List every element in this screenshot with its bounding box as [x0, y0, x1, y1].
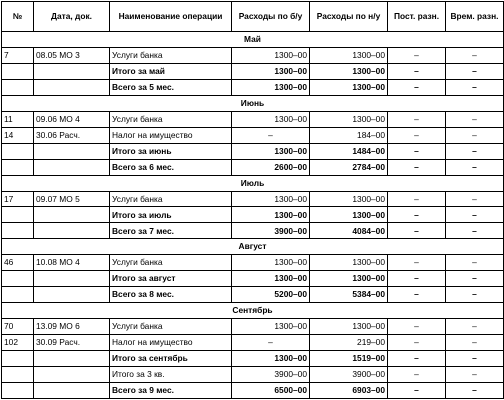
cell-number — [2, 143, 34, 159]
total-row — [2, 143, 504, 159]
cell-operation-name: Всего за 5 мес. — [110, 79, 232, 95]
month-section-row — [2, 32, 504, 48]
cell-date-document — [34, 382, 110, 398]
cell-date-document — [34, 351, 110, 367]
cell-number: 70 — [2, 319, 34, 335]
table-row — [2, 319, 504, 335]
cell-number — [2, 382, 34, 398]
cell-permanent-difference: – — [388, 335, 446, 351]
cell-permanent-difference: – — [388, 143, 446, 159]
cell-tax-expenses: 1300–00 — [310, 191, 388, 207]
cell-number — [2, 79, 34, 95]
cell-temporary-difference: – — [446, 287, 504, 303]
cell-operation-name: Услуги банка — [110, 47, 232, 63]
cell-temporary-difference: – — [446, 159, 504, 175]
cell-number — [2, 271, 34, 287]
total-row — [2, 159, 504, 175]
cell-number: 11 — [2, 111, 34, 127]
cell-number — [2, 159, 34, 175]
cell-number — [2, 351, 34, 367]
cell-permanent-difference: – — [388, 191, 446, 207]
cell-tax-expenses: 1300–00 — [310, 271, 388, 287]
cell-temporary-difference: – — [446, 63, 504, 79]
cell-accounting-expenses: 1300–00 — [232, 255, 310, 271]
cell-temporary-difference: – — [446, 223, 504, 239]
cell-permanent-difference: – — [388, 47, 446, 63]
header-date-document: Дата, док. — [34, 2, 110, 32]
cell-number: 46 — [2, 255, 34, 271]
header-accounting-expenses: Расходы по б/у — [232, 2, 310, 32]
cell-date-document — [34, 159, 110, 175]
cell-accounting-expenses: 1300–00 — [232, 351, 310, 367]
cell-tax-expenses: 4084–00 — [310, 223, 388, 239]
cell-temporary-difference: – — [446, 271, 504, 287]
cell-tax-expenses: 1300–00 — [310, 47, 388, 63]
total-row — [2, 351, 504, 367]
cell-operation-name: Налог на имущество — [110, 127, 232, 143]
month-section-row — [2, 239, 504, 255]
cell-temporary-difference: – — [446, 143, 504, 159]
cell-date-document — [34, 79, 110, 95]
cell-temporary-difference: – — [446, 367, 504, 383]
cell-operation-name: Всего за 9 мес. — [110, 382, 232, 398]
cell-temporary-difference: – — [446, 255, 504, 271]
cell-tax-expenses: 1300–00 — [310, 207, 388, 223]
cell-tax-expenses: 1484–00 — [310, 143, 388, 159]
cell-date-document — [34, 367, 110, 383]
total-row — [2, 223, 504, 239]
total-row — [2, 63, 504, 79]
cell-permanent-difference: – — [388, 287, 446, 303]
table-row — [2, 191, 504, 207]
cell-permanent-difference: – — [388, 223, 446, 239]
cell-accounting-expenses: – — [232, 335, 310, 351]
cell-operation-name: Итого за июль — [110, 207, 232, 223]
cell-temporary-difference: – — [446, 111, 504, 127]
total-row — [2, 271, 504, 287]
table-row — [2, 367, 504, 383]
cell-accounting-expenses: 2600–00 — [232, 159, 310, 175]
cell-accounting-expenses: 3900–00 — [232, 223, 310, 239]
cell-tax-expenses: 3900–00 — [310, 367, 388, 383]
cell-number: 14 — [2, 127, 34, 143]
cell-permanent-difference: – — [388, 382, 446, 398]
cell-temporary-difference: – — [446, 127, 504, 143]
cell-operation-name: Услуги банка — [110, 191, 232, 207]
cell-tax-expenses: 5384–00 — [310, 287, 388, 303]
cell-date-document — [34, 223, 110, 239]
table-row — [2, 335, 504, 351]
cell-permanent-difference: – — [388, 127, 446, 143]
cell-permanent-difference: – — [388, 207, 446, 223]
cell-date-document: 10.08 МО 4 — [34, 255, 110, 271]
cell-number — [2, 287, 34, 303]
cell-temporary-difference: – — [446, 207, 504, 223]
cell-accounting-expenses: 6500–00 — [232, 382, 310, 398]
cell-permanent-difference: – — [388, 255, 446, 271]
cell-accounting-expenses: 1300–00 — [232, 143, 310, 159]
cell-number — [2, 207, 34, 223]
cell-accounting-expenses: 1300–00 — [232, 63, 310, 79]
cell-date-document: 30.09 Расч. — [34, 335, 110, 351]
month-section-row — [2, 175, 504, 191]
header-operation-name: Наименование операции — [110, 2, 232, 32]
total-row — [2, 79, 504, 95]
cell-date-document — [34, 143, 110, 159]
cell-operation-name: Итого за сентябрь — [110, 351, 232, 367]
cell-accounting-expenses: 1300–00 — [232, 271, 310, 287]
cell-permanent-difference: – — [388, 63, 446, 79]
cell-permanent-difference: – — [388, 319, 446, 335]
total-row — [2, 287, 504, 303]
cell-permanent-difference: – — [388, 79, 446, 95]
cell-accounting-expenses: – — [232, 127, 310, 143]
cell-accounting-expenses: 5200–00 — [232, 287, 310, 303]
header-tax-expenses: Расходы по н/у — [310, 2, 388, 32]
month-section-row — [2, 95, 504, 111]
header-row — [2, 2, 504, 32]
month-section-label: Август — [2, 239, 504, 255]
cell-operation-name: Итого за июнь — [110, 143, 232, 159]
cell-accounting-expenses: 1300–00 — [232, 207, 310, 223]
cell-tax-expenses: 1300–00 — [310, 79, 388, 95]
cell-date-document — [34, 207, 110, 223]
cell-operation-name: Услуги банка — [110, 255, 232, 271]
cell-operation-name: Всего за 6 мес. — [110, 159, 232, 175]
total-row — [2, 207, 504, 223]
cell-accounting-expenses: 1300–00 — [232, 111, 310, 127]
cell-tax-expenses: 219–00 — [310, 335, 388, 351]
table-row — [2, 255, 504, 271]
cell-temporary-difference: – — [446, 335, 504, 351]
month-section-label: Июнь — [2, 95, 504, 111]
cell-accounting-expenses: 3900–00 — [232, 367, 310, 383]
cell-number: 102 — [2, 335, 34, 351]
table-row — [2, 127, 504, 143]
month-section-label: Июль — [2, 175, 504, 191]
table-header — [2, 2, 504, 32]
cell-operation-name: Всего за 7 мес. — [110, 223, 232, 239]
cell-date-document: 30.06 Расч. — [34, 127, 110, 143]
cell-date-document: 09.06 МО 4 — [34, 111, 110, 127]
cell-permanent-difference: – — [388, 111, 446, 127]
table-row — [2, 47, 504, 63]
cell-tax-expenses: 184–00 — [310, 127, 388, 143]
cell-temporary-difference: – — [446, 191, 504, 207]
cell-operation-name: Итого за август — [110, 271, 232, 287]
cell-accounting-expenses: 1300–00 — [232, 79, 310, 95]
cell-temporary-difference: – — [446, 319, 504, 335]
cell-operation-name: Итого за 3 кв. — [110, 367, 232, 383]
table-row — [2, 111, 504, 127]
cell-accounting-expenses: 1300–00 — [232, 47, 310, 63]
cell-number — [2, 367, 34, 383]
table-body — [2, 32, 504, 399]
month-section-label: Май — [2, 32, 504, 48]
expense-ledger-table — [1, 1, 504, 399]
cell-temporary-difference: – — [446, 351, 504, 367]
header-permanent-difference: Пост. разн. — [388, 2, 446, 32]
cell-operation-name: Налог на имущество — [110, 335, 232, 351]
total-row — [2, 382, 504, 398]
cell-date-document — [34, 287, 110, 303]
cell-tax-expenses: 6903–00 — [310, 382, 388, 398]
cell-permanent-difference: – — [388, 159, 446, 175]
cell-operation-name: Итого за май — [110, 63, 232, 79]
cell-temporary-difference: – — [446, 79, 504, 95]
cell-date-document: 08.05 МО 3 — [34, 47, 110, 63]
cell-operation-name: Услуги банка — [110, 319, 232, 335]
header-number: № — [2, 2, 34, 32]
cell-accounting-expenses: 1300–00 — [232, 191, 310, 207]
cell-tax-expenses: 1300–00 — [310, 319, 388, 335]
cell-number — [2, 63, 34, 79]
cell-tax-expenses: 1300–00 — [310, 63, 388, 79]
month-section-label: Сентябрь — [2, 303, 504, 319]
month-section-row — [2, 303, 504, 319]
cell-date-document: 13.09 МО 6 — [34, 319, 110, 335]
cell-date-document: 09.07 МО 5 — [34, 191, 110, 207]
cell-number: 17 — [2, 191, 34, 207]
cell-tax-expenses: 1519–00 — [310, 351, 388, 367]
header-temporary-difference: Врем. разн. — [446, 2, 504, 32]
cell-tax-expenses: 1300–00 — [310, 111, 388, 127]
cell-operation-name: Всего за 8 мес. — [110, 287, 232, 303]
cell-temporary-difference: – — [446, 382, 504, 398]
cell-number — [2, 223, 34, 239]
cell-accounting-expenses: 1300–00 — [232, 319, 310, 335]
cell-temporary-difference: – — [446, 47, 504, 63]
cell-tax-expenses: 2784–00 — [310, 159, 388, 175]
cell-permanent-difference: – — [388, 271, 446, 287]
cell-number: 7 — [2, 47, 34, 63]
cell-date-document — [34, 271, 110, 287]
cell-operation-name: Услуги банка — [110, 111, 232, 127]
cell-date-document — [34, 63, 110, 79]
cell-tax-expenses: 1300–00 — [310, 255, 388, 271]
cell-permanent-difference: – — [388, 351, 446, 367]
cell-permanent-difference: – — [388, 367, 446, 383]
